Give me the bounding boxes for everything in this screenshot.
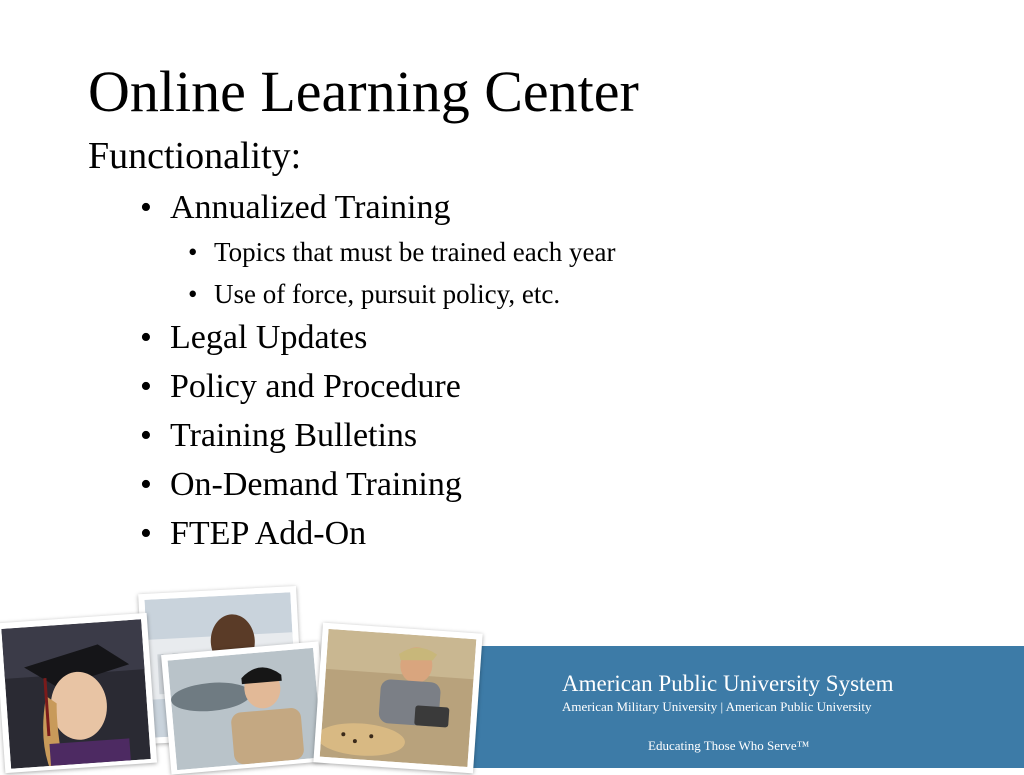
bullet-label: FTEP Add-On bbox=[170, 515, 367, 552]
bullet-dot: • bbox=[188, 237, 198, 267]
bullet-dot: • bbox=[140, 515, 152, 552]
bullet-label: Training Bulletins bbox=[170, 417, 418, 454]
bullet-training-bulletins bbox=[140, 416, 417, 456]
bullet-dot: • bbox=[140, 466, 152, 503]
bullet-dot: • bbox=[140, 189, 152, 226]
bullet-dot: • bbox=[140, 319, 152, 356]
bullet-on-demand-training bbox=[140, 465, 462, 505]
graduate-photo bbox=[0, 613, 157, 773]
bullet-dot: • bbox=[188, 279, 198, 309]
bullet-dot: • bbox=[140, 417, 152, 454]
bullet-label: On-Demand Training bbox=[170, 466, 462, 503]
sub-bullet-use-of-force bbox=[188, 278, 560, 310]
bullet-label: Annualized Training bbox=[170, 189, 451, 226]
slide-subtitle: Functionality: bbox=[88, 135, 302, 177]
sub-bullet-topics bbox=[188, 236, 615, 268]
sub-bullet-label: Topics that must be trained each year bbox=[214, 237, 616, 267]
bullet-policy-procedure bbox=[140, 367, 461, 407]
bullet-label: Policy and Procedure bbox=[170, 368, 461, 405]
sub-bullet-label: Use of force, pursuit policy, etc. bbox=[214, 279, 561, 309]
brand-tagline: Educating Those Who Serve™ bbox=[648, 738, 810, 753]
bullet-dot: • bbox=[140, 368, 152, 405]
bullet-legal-updates bbox=[140, 318, 367, 358]
bullet-annualized-training bbox=[140, 188, 450, 228]
soldier-photo bbox=[161, 641, 329, 774]
bullet-label: Legal Updates bbox=[170, 319, 368, 356]
brand-name: American Public University System bbox=[562, 671, 894, 696]
slide-title: Online Learning Center bbox=[88, 59, 639, 124]
man-with-cheetah-photo bbox=[313, 623, 482, 774]
bullet-ftep-add-on bbox=[140, 514, 366, 554]
brand-subtitle: American Military University | American Public University bbox=[562, 699, 872, 714]
